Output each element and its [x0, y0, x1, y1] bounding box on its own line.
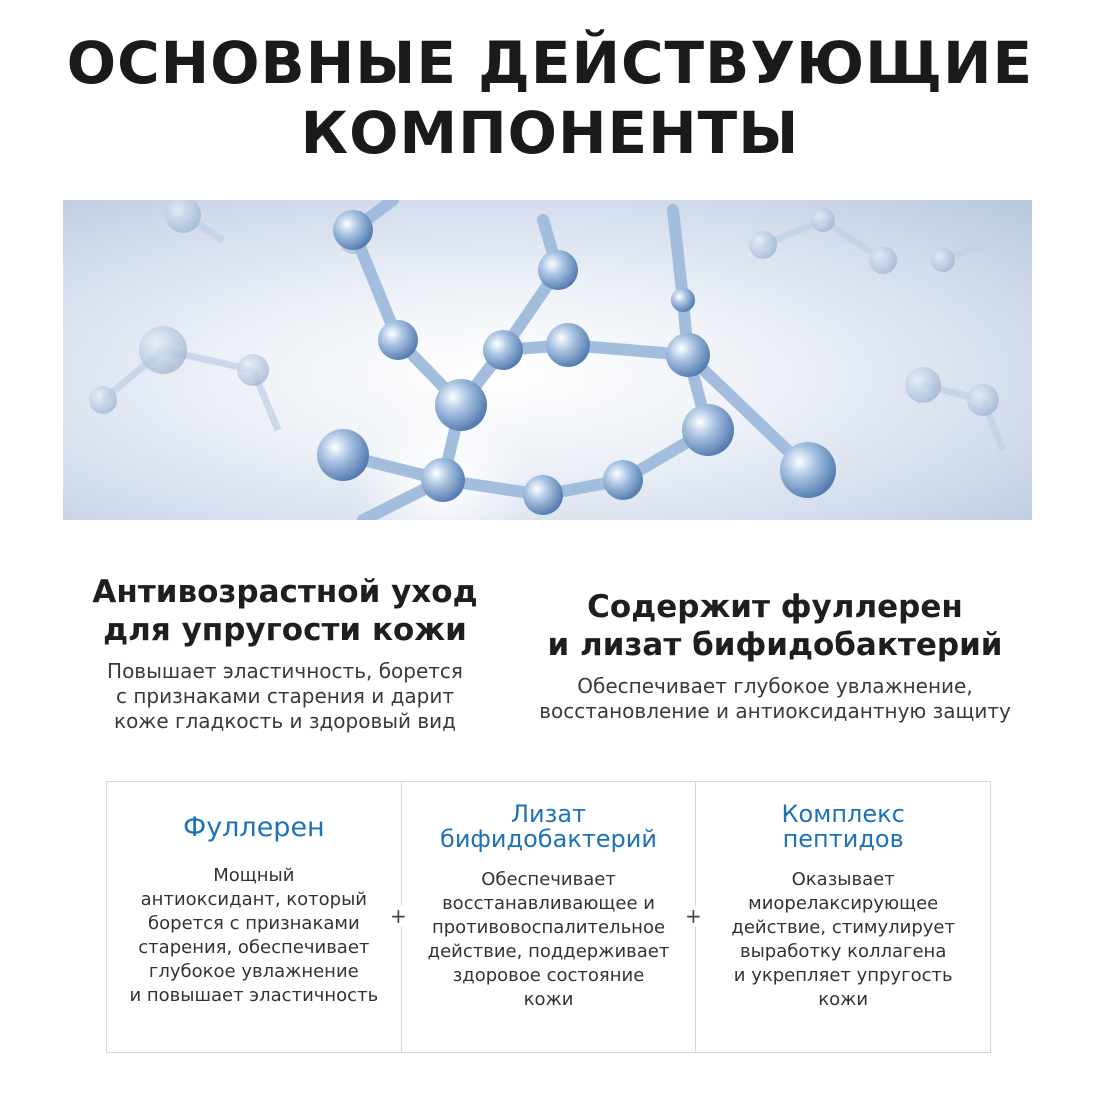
component-description-line-4: действие, поддерживает — [427, 941, 670, 962]
feature-ingredients-heading-line-2: и лизат бифидобактерий — [547, 627, 1003, 663]
feature-ingredients-text — [515, 674, 1035, 724]
plus-sign: + — [685, 904, 702, 928]
plus-sign: + — [390, 904, 407, 928]
feature-ingredients-heading — [515, 588, 1035, 664]
component-description — [402, 868, 696, 1012]
component-description — [696, 868, 990, 1012]
component-name-line-2: пептидов — [782, 825, 904, 853]
component-name-line-1: Фуллерен — [182, 811, 325, 843]
component-description-line-3: борется с признаками — [148, 913, 360, 934]
component-description-line-1: Обеспечивает — [481, 869, 616, 890]
components-table — [106, 781, 991, 1053]
molecule-illustration — [63, 200, 1032, 520]
component-description-line-5: и укрепляет упругость — [733, 965, 953, 986]
feature-anti-age-text-line-2: с признаками старения и дарит — [115, 684, 455, 708]
component-description-line-3: противовоспалительное — [431, 917, 666, 938]
molecule-banner-image — [63, 200, 1032, 520]
component-description-line-2: антиоксидант, который — [140, 889, 368, 910]
component-description-line-2: восстанавливающее и — [442, 893, 655, 914]
component-name-line-1: Комплекс — [781, 800, 905, 828]
feature-ingredients-text-line-1: Обеспечивает глубокое увлажнение, — [577, 674, 973, 698]
component-fullerene — [107, 782, 401, 1052]
feature-anti-age-text — [60, 659, 510, 734]
page-title-line-2: КОМПОНЕНТЫ — [300, 99, 800, 167]
component-name-line-2: бифидобактерий — [440, 825, 657, 853]
feature-ingredients — [515, 588, 1035, 724]
feature-anti-age-heading — [60, 573, 510, 649]
feature-anti-age-text-line-3: коже гладкость и здоровый вид — [113, 709, 456, 733]
component-description-line-1: Мощный — [213, 865, 295, 886]
component-name — [107, 800, 401, 854]
feature-ingredients-text-line-2: восстановление и антиоксидантную защиту — [539, 699, 1011, 723]
component-description-line-4: старения, обеспечивает — [138, 937, 370, 958]
component-description-line-6: кожи — [818, 989, 869, 1010]
component-bifido-lysate — [401, 782, 696, 1052]
component-description-line-4: выработку коллагена — [739, 941, 947, 962]
feature-anti-age — [60, 573, 510, 734]
page-title-line-1: ОСНОВНЫЕ ДЕЙСТВУЮЩИЕ — [66, 29, 1034, 97]
component-description-line-2: миорелаксирующее — [748, 893, 939, 914]
component-description-line-5: здоровое состояние — [452, 965, 645, 986]
component-description-line-6: кожи — [523, 989, 574, 1010]
component-description — [107, 864, 401, 1008]
component-description-line-5: глубокое увлажнение — [148, 961, 359, 982]
page-title — [0, 28, 1100, 168]
feature-anti-age-heading-line-1: Антивозрастной уход — [92, 574, 478, 610]
component-description-line-1: Оказывает — [791, 869, 895, 890]
feature-ingredients-heading-line-1: Содержит фуллерен — [587, 589, 963, 625]
component-name — [696, 800, 990, 854]
component-description-line-3: действие, стимулирует — [731, 917, 955, 938]
component-name-line-1: Лизат — [510, 800, 587, 828]
feature-anti-age-heading-line-2: для упругости кожи — [103, 612, 467, 648]
component-description-line-6: и повышает эластичность — [129, 985, 379, 1006]
component-peptide-complex — [695, 782, 990, 1052]
feature-anti-age-text-line-1: Повышает эластичность, борется — [107, 659, 463, 683]
component-name — [402, 800, 696, 854]
